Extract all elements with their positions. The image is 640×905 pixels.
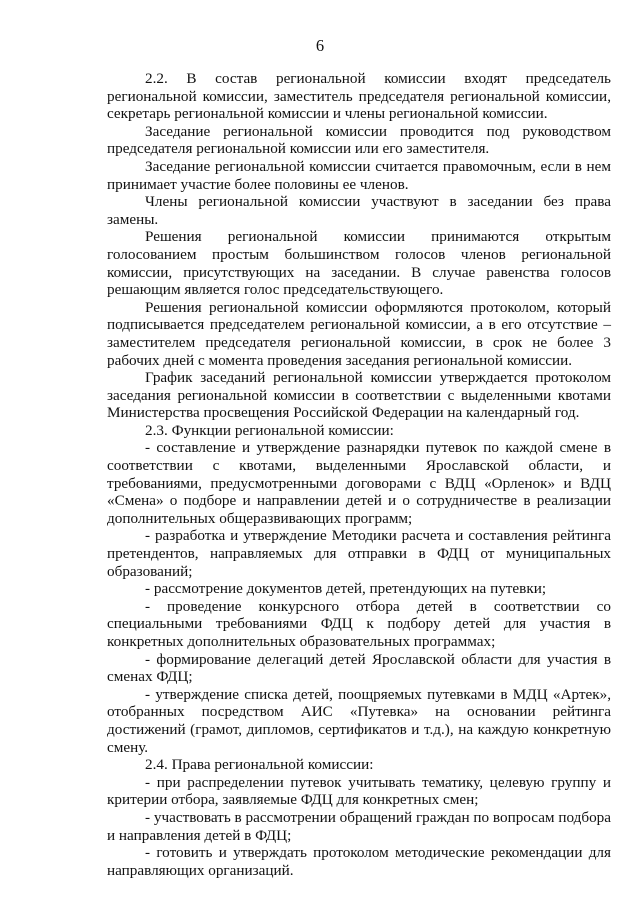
paragraph-quorum: Заседание региональной комиссии считается правомочным, если в нем принимает участие более половины ее членов. <box>107 157 611 193</box>
paragraph-protocol: Решения региональной комиссии оформляются протоколом, который подписывается председателем региональной комиссии, а в его отсутствие – заместителем председателя региональной комиссии, в срок не более 3 рабочих дней с момента проведения заседания региональной комиссии. <box>107 298 611 369</box>
list-item-function-methodology: - разработка и утверждение Методики расчета и составления рейтинга претендентов, направляемых для отправки в ФДЦ от муниципальных образований; <box>107 527 611 580</box>
list-item-right-consider-topics: - при распределении путевок учитывать тематику, целевую группу и критерии отбора, заявляемые ФДЦ для конкретных смен; <box>107 773 611 809</box>
paragraph-2-3-functions-heading: 2.3. Функции региональной комиссии: <box>145 421 394 439</box>
list-item-function-competitive-selection: - проведение конкурсного отбора детей в соответствии со специальными требованиями ФДЦ к подбору детей для участия в конкретных дополнительных образовательных программах; <box>107 597 611 650</box>
list-item-function-artek-list: - утверждение списка детей, поощряемых путевками в МДЦ «Артек», отобранных посредством АИС «Путевка» на основании рейтинга достижений (грамот, дипломов, сертификатов и т.д.), на каждую конкретную смену. <box>107 685 611 756</box>
document-body <box>107 70 611 879</box>
paragraph-meeting-chair: Заседание региональной комиссии проводится под руководством председателя региональной комиссии или его заместителя. <box>107 122 611 158</box>
list-item-right-guidelines: - готовить и утверждать протоколом методические рекомендации для направляющих организаций. <box>107 844 611 879</box>
paragraph-2-4-rights-heading: 2.4. Права региональной комиссии: <box>145 756 374 774</box>
list-item-right-citizen-appeals: - участвовать в рассмотрении обращений граждан по вопросам подбора и направления детей в ФДЦ; <box>107 808 612 844</box>
paragraph-2-2-composition: 2.2. В состав региональной комиссии входят председатель региональной комиссии, заместитель председателя региональной комиссии, секретарь региональной комиссии и члены региональной комиссии. <box>107 70 611 123</box>
list-item-function-allocation: - составление и утверждение разнарядки путевок по каждой смене в соответствии с квотами, выделенными Ярославской области, и требованиями, предусмотренными договорами с ВДЦ «Орленок» и ВДЦ «Смена» о подборе и направлении детей и о сотрудничестве в реализации дополнительных общеразвивающих программ; <box>107 439 611 527</box>
page-number: 6 <box>315 36 325 55</box>
paragraph-members-no-substitution: Члены региональной комиссии участвуют в заседании без права замены. <box>107 193 611 228</box>
list-item-function-review-documents: - рассмотрение документов детей, претендующих на путевки; <box>145 580 547 598</box>
paragraph-voting: Решения региональной комиссии принимаются открытым голосованием простым большинством голосов членов региональной комиссии, присутствующих на заседании. В случае равенства голосов решающим является голос председательствующего. <box>107 228 611 299</box>
list-item-function-delegations: - формирование делегаций детей Ярославской области для участия в сменах ФДЦ; <box>107 650 611 686</box>
paragraph-meeting-schedule: График заседаний региональной комиссии утверждается протоколом заседания региональной комиссии в соответствии с выделенными квотами Министерства просвещения Российской Федерации на календарный год. <box>107 369 611 422</box>
